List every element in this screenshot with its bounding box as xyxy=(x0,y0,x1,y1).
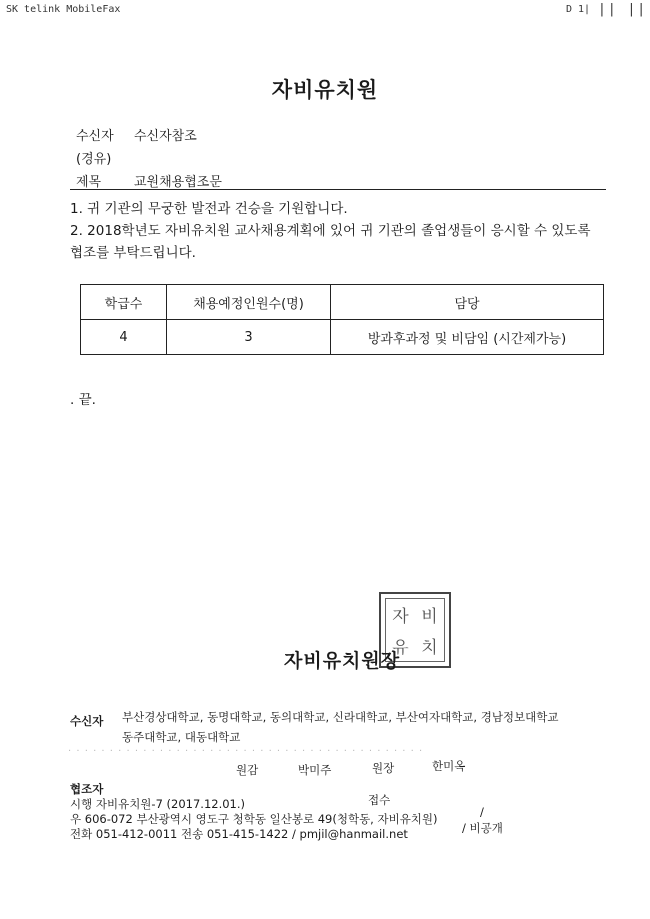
subject-label: 제목 xyxy=(76,175,102,190)
table-cell: 방과후과정 및 비담임 (시간제가능) xyxy=(331,320,604,355)
address-line: 우 606-072 부산광역시 영도구 청학동 일산봉로 49(청학동, 자비유치원) xyxy=(70,812,438,826)
footer-recipients-line-2: 동주대학교, 대동대학교 xyxy=(122,730,241,744)
recruitment-table xyxy=(80,284,604,355)
footer-recipients-line-1: 부산경상대학교, 동명대학교, 동의대학교, 신라대학교, 부산여자대학교, 경남정보대학교 xyxy=(122,710,559,724)
paragraph-1: 1. 귀 기관의 무궁한 발전과 건승을 기원합니다. xyxy=(70,201,348,217)
header-divider xyxy=(70,189,606,190)
recipient-label: 수신자 xyxy=(76,129,114,144)
seal-char: 자 xyxy=(392,607,409,627)
table-cell: 4 xyxy=(81,320,167,355)
approval-label-vice-principal: 원감 xyxy=(236,763,259,777)
approval-name-vice-principal: 박미주 xyxy=(298,763,332,777)
end-mark: . 끝. xyxy=(70,392,96,408)
via-label: (경유) xyxy=(76,152,112,167)
paragraph-2-line-2: 협조를 부탁드립니다. xyxy=(70,245,196,261)
seal-char: 치 xyxy=(421,638,438,658)
disclosure-status: / 비공개 xyxy=(462,821,503,835)
paragraph-2-line-1: 2. 2018학년도 자비유치원 교사채용계획에 있어 귀 기관의 졸업생들이 응시할 수 있도록 xyxy=(70,223,591,239)
seal-char: 비 xyxy=(421,607,438,627)
fax-page-number: D 1| xyxy=(566,4,591,15)
document-title: 자비유치원 xyxy=(271,78,379,102)
contact-line: 전화 051-412-0011 전송 051-415-1422 / pmjil@hanmail.net xyxy=(70,827,408,841)
approval-name-principal: 한미옥 xyxy=(432,759,466,773)
table-header-cell: 채용예정인원수(명) xyxy=(167,285,331,320)
fax-marks: || || xyxy=(598,2,648,17)
receipt-label: 접수 xyxy=(368,793,391,807)
enforcement-line: 시행 자비유치원-7 (2017.12.01.) xyxy=(70,797,246,811)
table-cell: 3 xyxy=(167,320,331,355)
table-header-cell: 담당 xyxy=(331,285,604,320)
subject-value: 교원채용협조문 xyxy=(134,175,222,190)
fax-noise: · · · · · · · · · · · · · · · · · · · · · · · · · · · · · · · · · · · · · · · · · · · xyxy=(68,746,424,757)
approval-label-principal: 원장 xyxy=(372,761,395,775)
table-header-row xyxy=(81,285,604,320)
address-slash: / xyxy=(480,805,484,819)
recipient-value: 수신자참조 xyxy=(134,129,197,144)
cooperator-label: 협조자 xyxy=(70,782,104,796)
signer-name: 자비유치원장 xyxy=(284,650,401,672)
seal-char: 유 xyxy=(392,638,409,658)
table-header-cell: 학급수 xyxy=(81,285,167,320)
fax-header: SK telink MobileFax xyxy=(6,4,121,15)
footer-recipients-label: 수신자 xyxy=(70,714,104,728)
table-row xyxy=(81,320,604,355)
